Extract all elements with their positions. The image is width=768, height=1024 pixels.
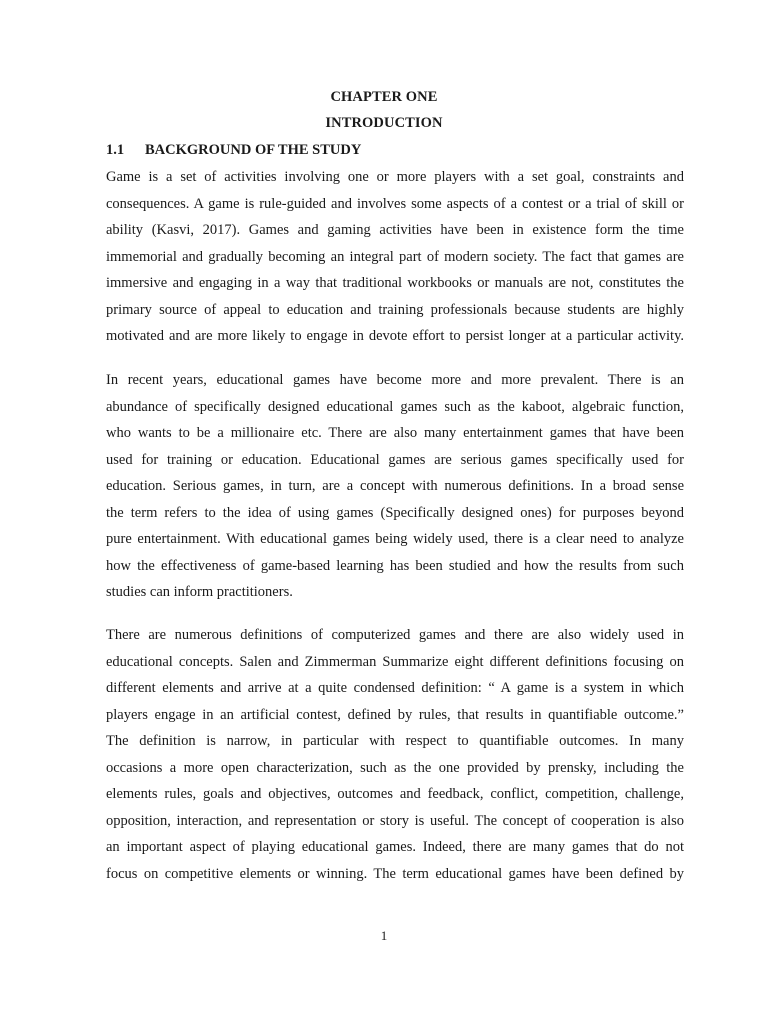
paragraph-line: The definition is narrow, in particular with respect to quantifiable outcomes. In many bbox=[106, 733, 684, 749]
paragraph-line: In recent years, educational games have become more and more prevalent. There is an bbox=[106, 372, 684, 388]
paragraph-3 bbox=[106, 622, 684, 887]
paragraph-line: immemorial and gradually becoming an integral part of modern society. The fact that games are bbox=[106, 248, 684, 265]
paragraph-line: education. Serious games, in turn, are a concept with numerous definitions. In a broad sense bbox=[106, 478, 684, 494]
paragraph-line: motivated and are more likely to engage in devote effort to persist longer at a particular activity. bbox=[106, 328, 684, 344]
paragraph-line: the term refers to the idea of using games (Specifically designed ones) for purposes beyond bbox=[106, 504, 684, 521]
paragraph-line: players engage in an artificial contest, defined by rules, that results in quantifiable outcome.” bbox=[106, 706, 684, 723]
chapter-subtitle: INTRODUCTION bbox=[325, 115, 443, 131]
paragraph-line: educational concepts. Salen and Zimmerman Summarize eight different definitions focusing on bbox=[106, 653, 684, 670]
paragraph-line: elements rules, goals and objectives, outcomes and feedback, conflict, competition, challenge, bbox=[106, 786, 684, 802]
paragraph-2 bbox=[106, 367, 684, 606]
paragraph-line: an important aspect of playing educational games. Indeed, there are many games that do not bbox=[106, 839, 684, 855]
paragraph-line: opposition, interaction, and representation or story is useful. The concept of cooperation is also bbox=[106, 812, 684, 829]
paragraph-line: immersive and engaging in a way that traditional workbooks or manuals are not, constitutes the bbox=[106, 275, 684, 291]
page-number: 1 bbox=[380, 928, 388, 943]
paragraph-line: primary source of appeal to education and training professionals because students are highly bbox=[106, 301, 684, 318]
section-heading bbox=[106, 142, 361, 159]
paragraph-line: Game is a set of activities involving one or more players with a set goal, constraints and bbox=[106, 169, 684, 185]
paragraph-line: studies can inform practitioners. bbox=[106, 584, 293, 600]
paragraph-line: abundance of specifically designed educational games such as the kaboot, algebraic function, bbox=[106, 398, 684, 415]
section-number: 1.1 bbox=[106, 142, 125, 158]
section-title: BACKGROUND OF THE STUDY bbox=[145, 142, 362, 158]
paragraph-line: how the effectiveness of game-based learning has been studied and how the results from such bbox=[106, 557, 684, 574]
paragraph-line: pure entertainment. With educational games being widely used, there is a clear need to analyze bbox=[106, 531, 684, 547]
paragraph-line: ability (Kasvi, 2017). Games and gaming activities have been in existence form the time bbox=[106, 222, 684, 238]
paragraph-line: different elements and arrive at a quite condensed definition: “ A game is a system in which bbox=[106, 680, 684, 696]
paragraph-line: who wants to be a millionaire etc. There are also many entertainment games that have been bbox=[106, 425, 684, 441]
paragraph-line: consequences. A game is rule-guided and involves some aspects of a contest or a trial of skill or bbox=[106, 195, 684, 212]
chapter-title: CHAPTER ONE bbox=[330, 89, 438, 105]
paragraph-1 bbox=[106, 164, 684, 350]
paragraph-line: focus on competitive elements or winning. The term educational games have been defined by bbox=[106, 865, 684, 882]
paragraph-line: There are numerous definitions of computerized games and there are also widely used in bbox=[106, 627, 684, 643]
paragraph-line: occasions a more open characterization, such as the one provided by prensky, including the bbox=[106, 759, 684, 776]
paragraph-line: used for training or education. Educational games are serious games specifically used for bbox=[106, 451, 684, 468]
